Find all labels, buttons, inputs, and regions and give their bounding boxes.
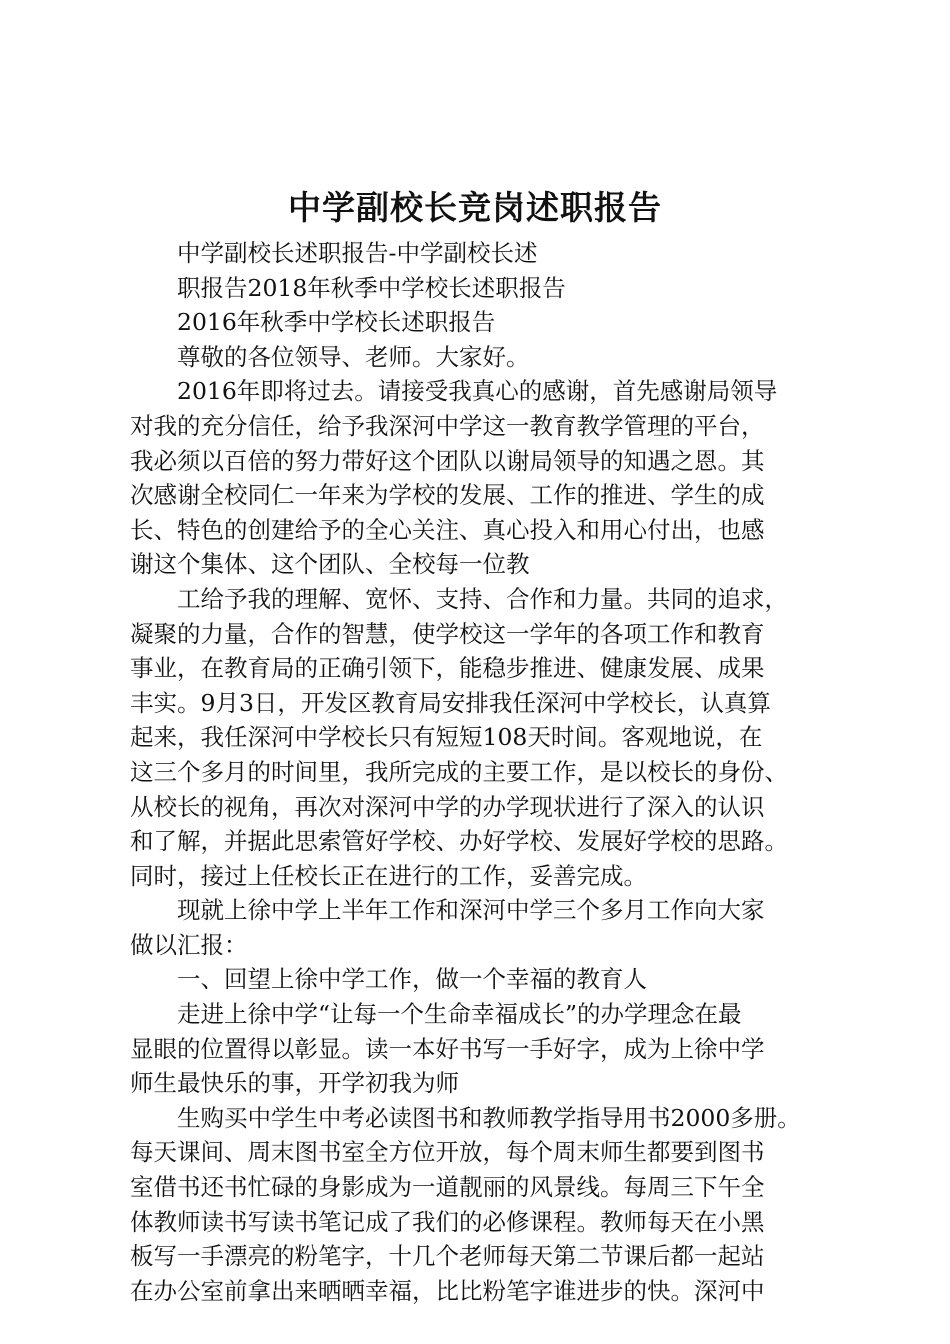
text-line: 同时，接过上任校长正在进行的工作，妥善完成。 [130, 861, 647, 890]
text-line: 师生最快乐的事，开学初我为师 [130, 1069, 459, 1098]
text-line: 一、回望上徐中学工作，做一个幸福的教育人 [177, 965, 647, 994]
text-line: 2016年即将过去。请接受我真心的感谢，首先感谢局领导 [177, 377, 778, 406]
text-line: 对我的充分信任，给予我深河中学这一教育教学管理的平台， [130, 411, 765, 440]
text-line: 事业，在教育局的正确引领下，能稳步推进、健康发展、成果 [130, 654, 765, 683]
text-line: 职报告2018年秋季中学校长述职报告 [177, 273, 566, 302]
text-line: 我必须以百倍的努力带好这个团队以谢局领导的知遇之恩。其 [130, 446, 765, 475]
text-line: 尊敬的各位领导、老师。大家好。 [177, 342, 530, 371]
text-line: 凝聚的力量，合作的智慧，使学校这一学年的各项工作和教育 [130, 619, 765, 648]
text-line: 2016年秋季中学校长述职报告 [177, 308, 496, 337]
text-line: 每天课间、周末图书室全方位开放，每个周末师生都要到图书 [130, 1138, 765, 1167]
document-body [130, 236, 852, 1308]
text-line: 显眼的位置得以彰显。读一本好书写一手好字，成为上徐中学 [130, 1034, 765, 1063]
text-line: 室借书还书忙碌的身影成为一道靓丽的风景线。每周三下午全 [130, 1173, 765, 1202]
text-line: 中学副校长述职报告-中学副校长述 [177, 239, 538, 267]
text-line: 起来，我任深河中学校长只有短短108天时间。客观地说，在 [130, 723, 763, 752]
text-line: 在办公室前拿出来晒晒幸福，比比粉笔字谁进步的快。深河中 [130, 1276, 765, 1305]
text-line: 工给予我的理解、宽怀、支持、合作和力量。共同的追求， [177, 584, 788, 613]
text-line: 和了解，并据此思索管好学校、办好学校、发展好学校的思路。 [130, 827, 788, 856]
text-line: 板写一手漂亮的粉笔字，十几个老师每天第二节课后都一起站 [130, 1242, 765, 1271]
text-line: 走进上徐中学“让每一个生命幸福成长”的办学理念在最 [177, 1000, 742, 1029]
text-line: 生购买中学生中考必读图书和教师教学指导用书2000多册。 [177, 1103, 801, 1132]
text-line: 次感谢全校同仁一年来为学校的发展、工作的推进、学生的成 [130, 481, 765, 510]
text-line: 长、特色的创建给予的全心关注、真心投入和用心付出，也感 [130, 515, 765, 544]
text-line: 谢这个集体、这个团队、全校每一位教 [130, 550, 530, 579]
text-line: 这三个多月的时间里，我所完成的主要工作，是以校长的身份、 [130, 757, 788, 786]
text-line: 体教师读书写读书笔记成了我们的必修课程。教师每天在小黑 [130, 1207, 765, 1236]
text-line: 丰实。9月3日，开发区教育局安排我任深河中学校长，认真算 [130, 688, 771, 717]
text-line: 现就上徐中学上半年工作和深河中学三个多月工作向大家 [177, 896, 765, 925]
text-line: 从校长的视角，再次对深河中学的办学现状进行了深入的认识 [130, 792, 765, 821]
document-title: 中学副校长竞岗述职报告 [288, 188, 662, 227]
text-line: 做以汇报： [130, 930, 248, 959]
